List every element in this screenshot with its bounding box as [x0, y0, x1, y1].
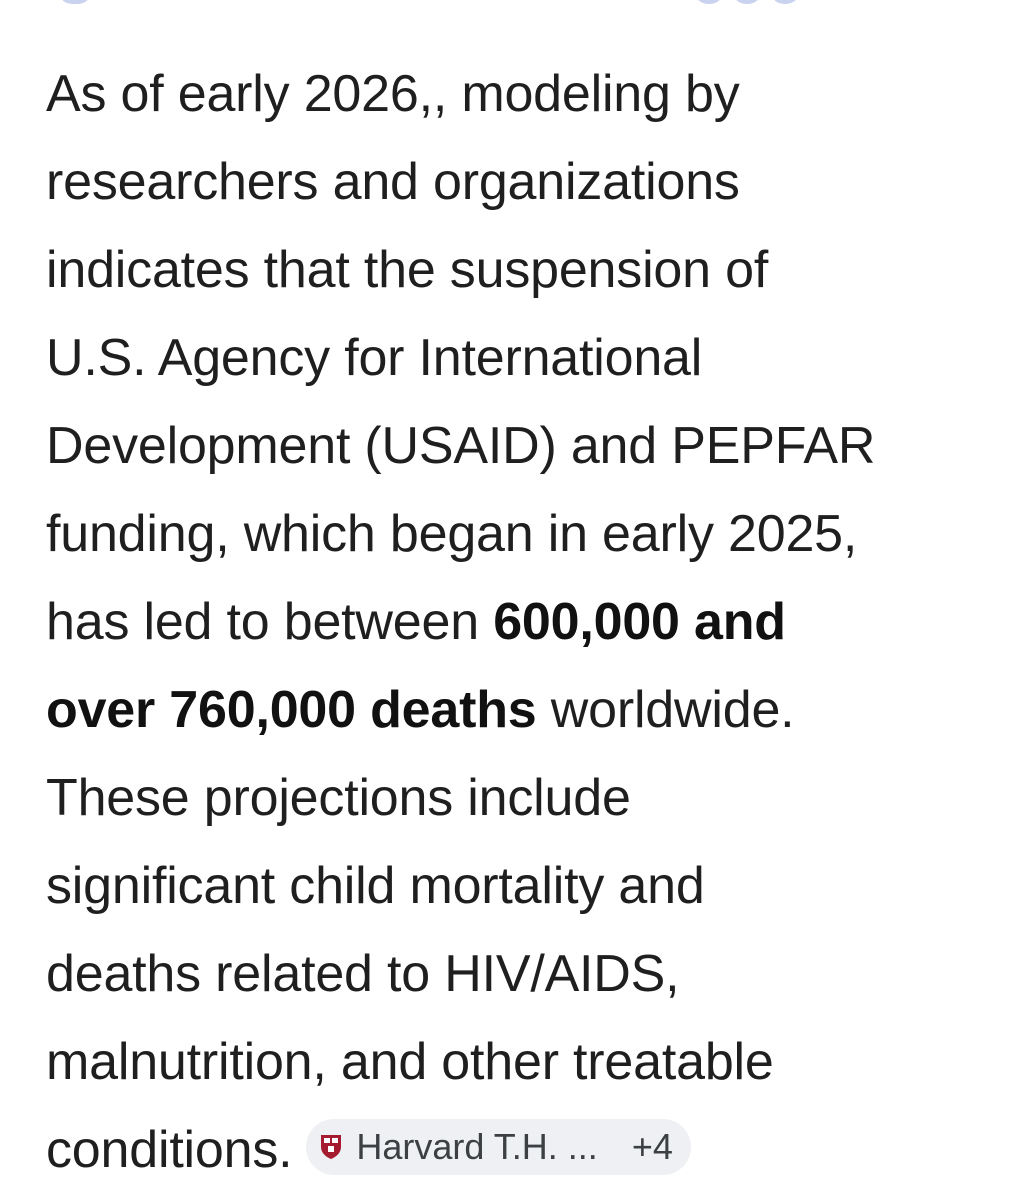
answer-text: has led to between — [46, 593, 494, 651]
answer-line: These projections include — [46, 769, 631, 827]
previous-section-fragment — [0, 0, 1013, 4]
source-chip-count: +4 — [631, 1126, 673, 1168]
highlighted-death-estimate: 600,000 and — [493, 593, 786, 651]
answer-line — [46, 578, 976, 666]
answer-line: U.S. Agency for International — [46, 329, 703, 387]
partial-icons-right — [694, 0, 804, 4]
answer-line: indicates that the suspension of — [46, 241, 769, 299]
answer-text: conditions. — [46, 1121, 293, 1179]
answer-text: worldwide. — [536, 681, 795, 739]
answer-line: malnutrition, and other treatable — [46, 1033, 774, 1091]
highlighted-death-estimate: over 760,000 deaths — [46, 681, 537, 739]
answer-line: significant child mortality and — [46, 857, 705, 915]
answer-line — [46, 1106, 976, 1194]
harvard-shield-icon — [320, 1134, 342, 1160]
answer-line: Development (USAID) and PEPFAR — [46, 417, 876, 475]
partial-icon-left — [58, 0, 92, 4]
source-chip-label: Harvard T.H. ... — [356, 1126, 598, 1168]
answer-line: funding, which began in early 2025, — [46, 505, 858, 563]
answer-line — [46, 666, 976, 754]
source-citation-chip[interactable] — [306, 1119, 690, 1175]
answer-line: researchers and organizations — [46, 153, 740, 211]
answer-line: As of early 2026,, modeling by — [46, 65, 740, 123]
answer-line: deaths related to HIV/AIDS, — [46, 945, 680, 1003]
ai-answer-paragraph — [46, 50, 976, 1194]
